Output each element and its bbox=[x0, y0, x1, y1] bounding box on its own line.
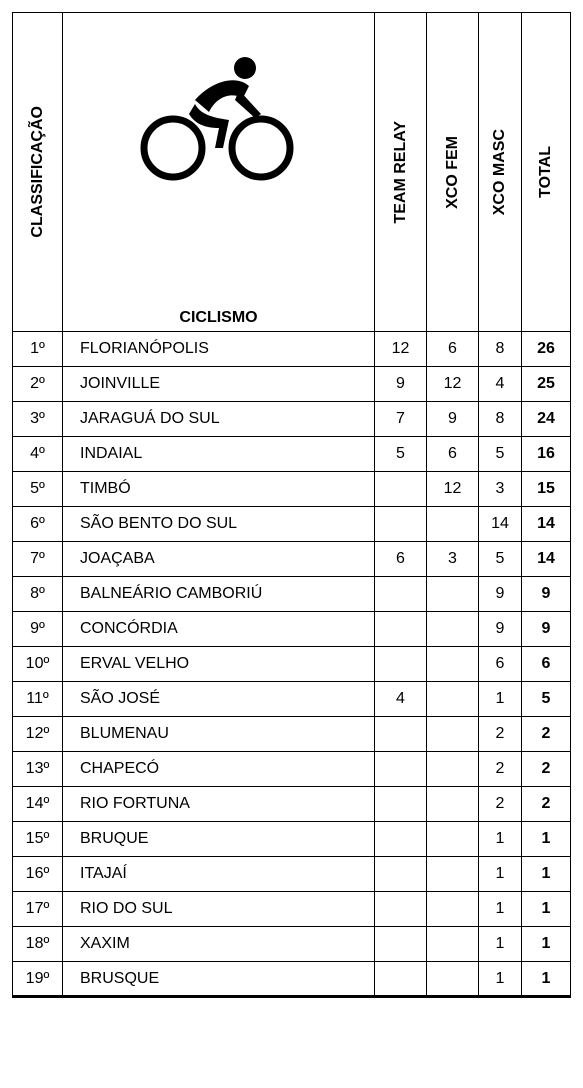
xco-masc-cell: 1 bbox=[479, 927, 522, 962]
total-cell: 5 bbox=[522, 682, 571, 717]
xco-masc-cell: 2 bbox=[479, 752, 522, 787]
xco-masc-cell: 4 bbox=[479, 367, 522, 402]
ranking-table bbox=[12, 12, 571, 998]
table-row bbox=[13, 717, 571, 752]
xco-masc-cell: 1 bbox=[479, 962, 522, 997]
xco-fem-cell bbox=[427, 752, 479, 787]
table-row bbox=[13, 752, 571, 787]
team-relay-cell bbox=[375, 472, 427, 507]
table-row bbox=[13, 927, 571, 962]
rank-cell: 1º bbox=[13, 332, 63, 367]
xco-masc-cell: 6 bbox=[479, 647, 522, 682]
total-cell: 1 bbox=[522, 892, 571, 927]
rank-cell: 6º bbox=[13, 507, 63, 542]
xco-fem-cell: 3 bbox=[427, 542, 479, 577]
header-xco-fem-label: XCO FEM bbox=[443, 135, 461, 209]
sport-label: CICLISMO bbox=[179, 309, 258, 326]
table-row bbox=[13, 892, 571, 927]
rank-cell: 13º bbox=[13, 752, 63, 787]
team-relay-cell: 7 bbox=[375, 402, 427, 437]
team-relay-cell bbox=[375, 962, 427, 997]
xco-fem-cell: 12 bbox=[427, 472, 479, 507]
table-row bbox=[13, 822, 571, 857]
rank-cell: 18º bbox=[13, 927, 63, 962]
ranking-table-container bbox=[12, 12, 571, 998]
rank-cell: 2º bbox=[13, 367, 63, 402]
table-row bbox=[13, 612, 571, 647]
team-relay-cell bbox=[375, 717, 427, 752]
header-classificacao bbox=[13, 13, 63, 332]
total-cell: 1 bbox=[522, 857, 571, 892]
team-relay-cell bbox=[375, 822, 427, 857]
city-cell: JARAGUÁ DO SUL bbox=[63, 402, 375, 437]
xco-fem-cell bbox=[427, 717, 479, 752]
table-row bbox=[13, 507, 571, 542]
team-relay-cell bbox=[375, 577, 427, 612]
total-cell: 2 bbox=[522, 717, 571, 752]
xco-masc-cell: 2 bbox=[479, 787, 522, 822]
team-relay-cell bbox=[375, 892, 427, 927]
total-cell: 1 bbox=[522, 927, 571, 962]
xco-masc-cell: 5 bbox=[479, 437, 522, 472]
table-row bbox=[13, 437, 571, 472]
table-row bbox=[13, 787, 571, 822]
city-cell: BLUMENAU bbox=[63, 717, 375, 752]
rank-cell: 8º bbox=[13, 577, 63, 612]
xco-fem-cell bbox=[427, 892, 479, 927]
team-relay-cell bbox=[375, 857, 427, 892]
xco-fem-cell bbox=[427, 507, 479, 542]
xco-masc-cell: 9 bbox=[479, 577, 522, 612]
header-xco-fem bbox=[427, 13, 479, 332]
total-cell: 6 bbox=[522, 647, 571, 682]
total-cell: 1 bbox=[522, 822, 571, 857]
team-relay-cell: 9 bbox=[375, 367, 427, 402]
rank-cell: 16º bbox=[13, 857, 63, 892]
city-cell: JOAÇABA bbox=[63, 542, 375, 577]
city-cell: TIMBÓ bbox=[63, 472, 375, 507]
city-cell: SÃO JOSÉ bbox=[63, 682, 375, 717]
cyclist-icon bbox=[139, 56, 299, 191]
rank-cell: 4º bbox=[13, 437, 63, 472]
header-sport bbox=[63, 13, 375, 332]
header-total-label: TOTAL bbox=[537, 146, 554, 198]
rank-cell: 9º bbox=[13, 612, 63, 647]
rank-cell: 3º bbox=[13, 402, 63, 437]
xco-masc-cell: 3 bbox=[479, 472, 522, 507]
table-row bbox=[13, 367, 571, 402]
xco-masc-cell: 1 bbox=[479, 892, 522, 927]
table-row bbox=[13, 542, 571, 577]
rank-cell: 11º bbox=[13, 682, 63, 717]
rank-cell: 14º bbox=[13, 787, 63, 822]
rank-cell: 10º bbox=[13, 647, 63, 682]
city-cell: CONCÓRDIA bbox=[63, 612, 375, 647]
table-row bbox=[13, 332, 571, 367]
city-cell: ITAJAÍ bbox=[63, 857, 375, 892]
team-relay-cell: 6 bbox=[375, 542, 427, 577]
team-relay-cell: 5 bbox=[375, 437, 427, 472]
xco-masc-cell: 1 bbox=[479, 857, 522, 892]
city-cell: CHAPECÓ bbox=[63, 752, 375, 787]
total-cell: 14 bbox=[522, 507, 571, 542]
city-cell: BRUSQUE bbox=[63, 962, 375, 997]
xco-fem-cell: 9 bbox=[427, 402, 479, 437]
xco-fem-cell bbox=[427, 822, 479, 857]
team-relay-cell: 12 bbox=[375, 332, 427, 367]
header-team-relay-label: TEAM RELAY bbox=[391, 120, 409, 224]
header-xco-masc bbox=[479, 13, 522, 332]
xco-masc-cell: 9 bbox=[479, 612, 522, 647]
xco-masc-cell: 8 bbox=[479, 402, 522, 437]
city-cell: BRUQUE bbox=[63, 822, 375, 857]
xco-fem-cell: 12 bbox=[427, 367, 479, 402]
city-cell: FLORIANÓPOLIS bbox=[63, 332, 375, 367]
total-cell: 9 bbox=[522, 612, 571, 647]
total-cell: 9 bbox=[522, 577, 571, 612]
city-cell: SÃO BENTO DO SUL bbox=[63, 507, 375, 542]
city-cell: RIO DO SUL bbox=[63, 892, 375, 927]
team-relay-cell: 4 bbox=[375, 682, 427, 717]
rank-cell: 17º bbox=[13, 892, 63, 927]
total-cell: 26 bbox=[522, 332, 571, 367]
city-cell: JOINVILLE bbox=[63, 367, 375, 402]
city-cell: XAXIM bbox=[63, 927, 375, 962]
total-cell: 2 bbox=[522, 787, 571, 822]
xco-fem-cell bbox=[427, 927, 479, 962]
table-row bbox=[13, 682, 571, 717]
xco-fem-cell bbox=[427, 612, 479, 647]
table-row bbox=[13, 402, 571, 437]
xco-fem-cell bbox=[427, 787, 479, 822]
total-cell: 24 bbox=[522, 402, 571, 437]
team-relay-cell bbox=[375, 647, 427, 682]
xco-fem-cell: 6 bbox=[427, 437, 479, 472]
xco-fem-cell bbox=[427, 682, 479, 717]
table-row bbox=[13, 647, 571, 682]
city-cell: BALNEÁRIO CAMBORIÚ bbox=[63, 577, 375, 612]
total-cell: 14 bbox=[522, 542, 571, 577]
total-cell: 16 bbox=[522, 437, 571, 472]
header-classificacao-label: CLASSIFICAÇÃO bbox=[28, 106, 46, 238]
xco-masc-cell: 14 bbox=[479, 507, 522, 542]
header-total bbox=[522, 13, 571, 332]
rank-cell: 5º bbox=[13, 472, 63, 507]
xco-masc-cell: 1 bbox=[479, 682, 522, 717]
team-relay-cell bbox=[375, 752, 427, 787]
team-relay-cell bbox=[375, 787, 427, 822]
total-cell: 1 bbox=[522, 962, 571, 997]
xco-fem-cell bbox=[427, 857, 479, 892]
total-cell: 15 bbox=[522, 472, 571, 507]
xco-fem-cell bbox=[427, 962, 479, 997]
total-cell: 2 bbox=[522, 752, 571, 787]
team-relay-cell bbox=[375, 507, 427, 542]
city-cell: INDAIAL bbox=[63, 437, 375, 472]
rank-cell: 15º bbox=[13, 822, 63, 857]
xco-fem-cell: 6 bbox=[427, 332, 479, 367]
header-team-relay bbox=[375, 13, 427, 332]
xco-fem-cell bbox=[427, 577, 479, 612]
city-cell: RIO FORTUNA bbox=[63, 787, 375, 822]
xco-fem-cell bbox=[427, 647, 479, 682]
rank-cell: 19º bbox=[13, 962, 63, 997]
city-cell: ERVAL VELHO bbox=[63, 647, 375, 682]
table-row bbox=[13, 962, 571, 997]
xco-masc-cell: 1 bbox=[479, 822, 522, 857]
team-relay-cell bbox=[375, 612, 427, 647]
header-xco-masc-label: XCO MASC bbox=[491, 128, 508, 216]
table-row bbox=[13, 472, 571, 507]
rank-cell: 7º bbox=[13, 542, 63, 577]
total-cell: 25 bbox=[522, 367, 571, 402]
xco-masc-cell: 8 bbox=[479, 332, 522, 367]
xco-masc-cell: 2 bbox=[479, 717, 522, 752]
xco-masc-cell: 5 bbox=[479, 542, 522, 577]
table-row bbox=[13, 577, 571, 612]
rank-cell: 12º bbox=[13, 717, 63, 752]
header-row bbox=[13, 13, 571, 332]
table-row bbox=[13, 857, 571, 892]
team-relay-cell bbox=[375, 927, 427, 962]
